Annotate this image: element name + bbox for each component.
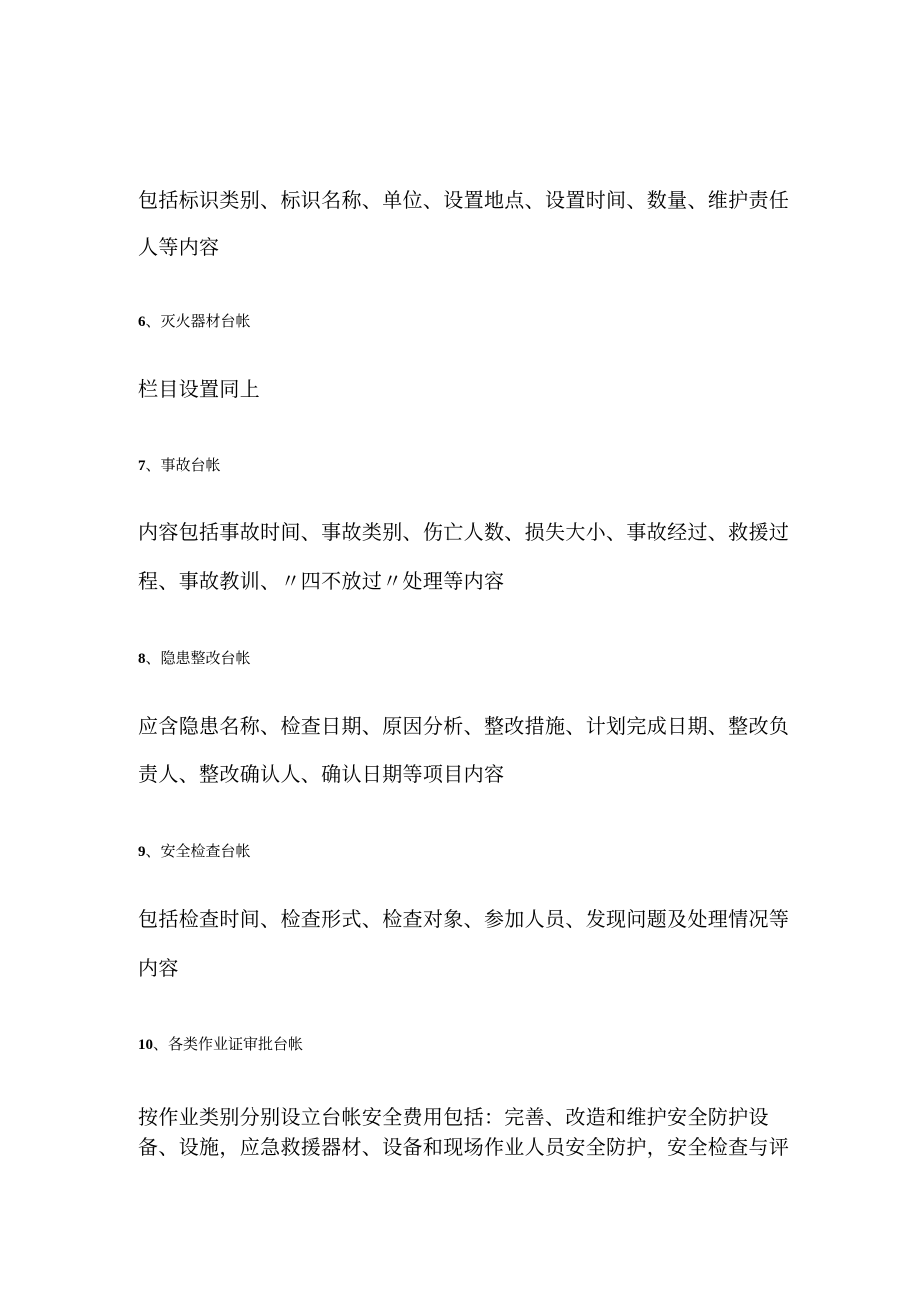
- section-heading-9: [138, 840, 251, 863]
- paragraph-line: 程、事故教训、〃四不放过〃处理等内容: [138, 569, 505, 593]
- paragraph-line: 包括标识类别、标识名称、单位、设置地点、设置时间、数量、维护责任: [138, 188, 790, 212]
- section-number: 9: [138, 844, 146, 860]
- paragraph-line: 应含隐患名称、检查日期、原因分析、整改措施、计划完成日期、整改负: [138, 714, 790, 738]
- section-heading-6: [138, 310, 251, 333]
- section-number: 7: [138, 458, 146, 474]
- paragraph-line: 备、设施，应急救援器材、设备和现场作业人员安全防护，安全检查与评: [138, 1135, 790, 1159]
- section-title: 、隐患整改台帐: [145, 649, 251, 667]
- paragraph-line: 内容: [138, 956, 179, 980]
- section-heading-10: [138, 1033, 303, 1056]
- paragraph-line: 包括检查时间、检查形式、检查对象、参加人员、发现问题及处理情况等: [138, 907, 790, 931]
- paragraph-line: 人等内容: [138, 235, 220, 259]
- section-title: 、安全检查台帐: [145, 842, 251, 860]
- section-number: 8: [138, 651, 146, 667]
- paragraph-line: 按作业类别分别设立台帐安全费用包括：完善、改造和维护安全防护设: [138, 1105, 769, 1129]
- paragraph-line: 责人、整改确认人、确认日期等项目内容: [138, 762, 505, 786]
- paragraph-line: 内容包括事故时间、事故类别、伤亡人数、损失大小、事故经过、救援过: [138, 520, 790, 544]
- section-title: 、事故台帐: [145, 456, 221, 474]
- section-title: 、各类作业证审批台帐: [153, 1035, 304, 1053]
- paragraph-line: 栏目设置同上: [138, 377, 261, 401]
- section-heading-7: [138, 454, 221, 477]
- section-title: 、灭火器材台帐: [145, 312, 251, 330]
- section-number: 10: [138, 1037, 153, 1053]
- section-number: 6: [138, 314, 146, 330]
- section-heading-8: [138, 647, 251, 670]
